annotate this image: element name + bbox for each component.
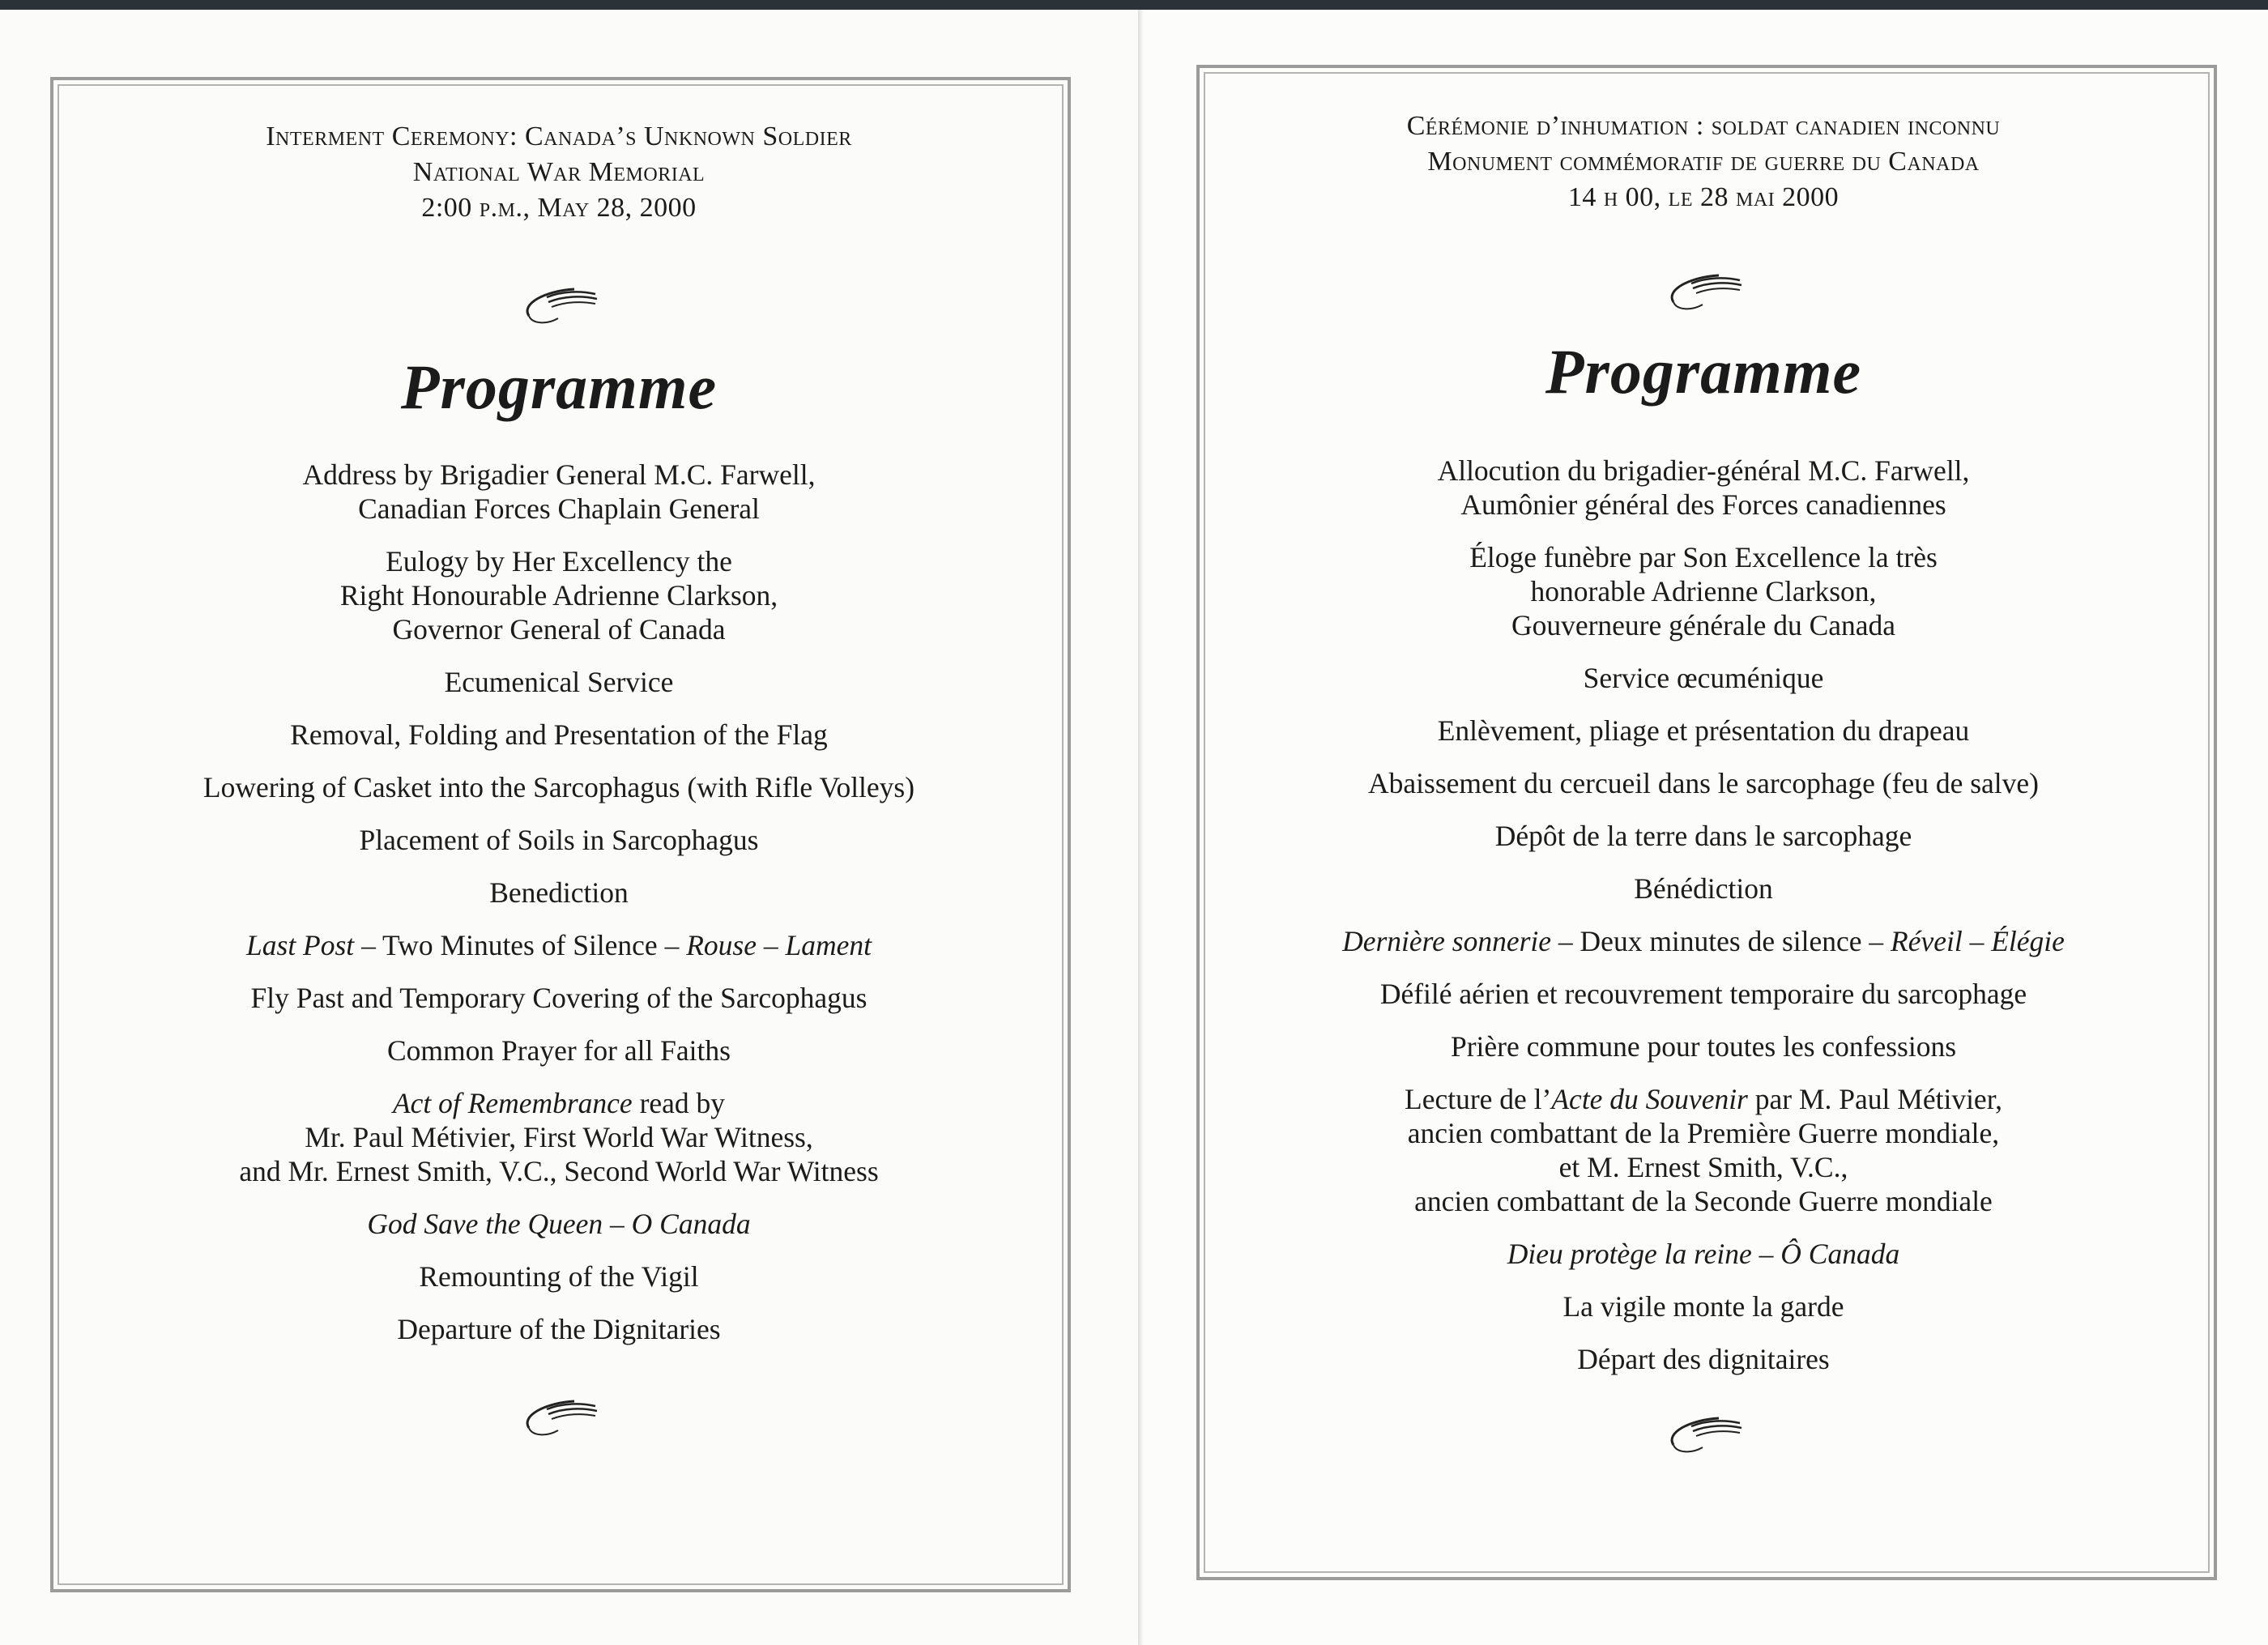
english-header-line: Interment Ceremony: Canada’s Unknown Soldier: [266, 121, 852, 151]
programme-item: [60, 1312, 1058, 1346]
item-text: Bénédiction: [1634, 872, 1773, 905]
programme-item-line: [60, 770, 1058, 804]
programme-item: [1204, 819, 2202, 853]
italic-title-text: Last Post: [246, 929, 355, 961]
french-header-line: 14 h 00, le 28 mai 2000: [1567, 182, 1840, 212]
programme-item: [1204, 1289, 2202, 1323]
item-text: Canadian Forces Chaplain General: [358, 492, 760, 525]
programme-item: [1204, 454, 2202, 522]
english-programme-title: Programme: [400, 352, 718, 422]
item-text: Dépôt de la terre dans le sarcophage: [1494, 820, 1912, 852]
programme-item-line: [60, 981, 1058, 1015]
programme-item: [60, 876, 1058, 910]
programme-item: [60, 1207, 1058, 1241]
item-text: La vigile monte la garde: [1562, 1290, 1844, 1323]
programme-item: [1204, 1342, 2202, 1376]
item-text: Lecture de l’: [1405, 1083, 1552, 1115]
programme-item: [1204, 1082, 2202, 1218]
programme-item: [1204, 661, 2202, 695]
item-text: Abaissement du cercueil dans le sarcophage (feu de salve): [1368, 767, 2039, 799]
programme-item-line: [1204, 1029, 2202, 1063]
item-text: Fly Past and Temporary Covering of the Sarcophagus: [250, 982, 868, 1014]
programme-item-line: [60, 1120, 1058, 1154]
item-text: Allocution du brigadier-général M.C. Farwell,: [1437, 454, 1970, 487]
english-header-line: National War Memorial: [412, 157, 706, 187]
programme-item: [1204, 766, 2202, 800]
flourish-ornament-icon: [1659, 266, 1748, 322]
programme-item: [1204, 977, 2202, 1011]
item-text: Ecumenical Service: [444, 666, 674, 698]
item-text: Governor General of Canada: [392, 613, 726, 646]
programme-item-line: [60, 1154, 1058, 1188]
programme-item-line: [1204, 766, 2202, 800]
italic-title-text: Rouse – Lament: [686, 929, 872, 961]
programme-item-line: [1204, 977, 2202, 1011]
programme-item: [60, 770, 1058, 804]
programme-item: [1204, 1237, 2202, 1271]
flourish-ornament-icon: [514, 279, 603, 336]
programme-item: [60, 823, 1058, 857]
french-header: [1204, 109, 2202, 215]
item-text: ancien combattant de la Première Guerre mondiale,: [1407, 1117, 2000, 1149]
item-text: Départ des dignitaires: [1577, 1343, 1830, 1375]
programme-item-line: [60, 876, 1058, 910]
programme-item-line: [60, 458, 1058, 492]
programme-item-line: [60, 1259, 1058, 1293]
item-text: et M. Ernest Smith, V.C.,: [1558, 1151, 1848, 1183]
programme-item: [60, 928, 1058, 962]
programme-item-line: [60, 928, 1058, 962]
item-text: Lowering of Casket into the Sarcophagus (with Rifle Volleys): [202, 771, 915, 803]
programme-item: [60, 458, 1058, 526]
programme-item: [60, 718, 1058, 752]
programme-item-line: [60, 1207, 1058, 1241]
programme-item: [60, 665, 1058, 699]
programme-item-line: [1204, 454, 2202, 488]
programme-item-line: [1204, 924, 2202, 958]
item-text: – Two Minutes of Silence –: [354, 929, 687, 961]
item-text: honorable Adrienne Clarkson,: [1530, 575, 1877, 607]
programme-item-line: [1204, 661, 2202, 695]
italic-title-text: Act of Remembrance: [392, 1087, 633, 1119]
programme-item: [1204, 1029, 2202, 1063]
programme-item-line: [60, 823, 1058, 857]
french-programme: [1204, 109, 2202, 1465]
programme-item-line: [1204, 714, 2202, 748]
programme-item-line: [60, 665, 1058, 699]
english-header: [60, 119, 1058, 226]
programme-item: [1204, 924, 2202, 958]
programme-item-line: [1204, 872, 2202, 906]
programme-item-line: [1204, 819, 2202, 853]
item-text: Défilé aérien et recouvrement temporaire du sarcophage: [1379, 978, 2027, 1010]
item-text: Departure of the Dignitaries: [397, 1313, 721, 1345]
italic-title-text: Dieu protège la reine – Ô Canada: [1507, 1238, 1900, 1270]
item-text: Right Honourable Adrienne Clarkson,: [339, 579, 778, 612]
item-text: Benediction: [489, 876, 629, 909]
programme-item-line: [1204, 1116, 2202, 1150]
programme-item: [1204, 540, 2202, 642]
item-text: – Deux minutes de silence –: [1551, 925, 1891, 957]
programme-item-line: [1204, 1342, 2202, 1376]
programme-item-line: [1204, 488, 2202, 522]
programme-item-line: [1204, 1150, 2202, 1184]
programme-item: [60, 981, 1058, 1015]
french-header-line: Cérémonie d’inhumation : soldat canadien inconnu: [1406, 111, 2001, 141]
item-text: Eulogy by Her Excellency the: [386, 545, 732, 577]
programme-item-line: [1204, 1184, 2202, 1218]
programme-item-line: [1204, 574, 2202, 608]
english-programme: [60, 119, 1058, 1448]
programme-item-line: [60, 492, 1058, 526]
italic-title-text: God Save the Queen – O Canada: [367, 1208, 751, 1240]
programme-item: [60, 544, 1058, 646]
item-text: Prière commune pour toutes les confessions: [1450, 1030, 1957, 1063]
programme-item-line: [60, 544, 1058, 578]
item-text: Gouverneure générale du Canada: [1511, 609, 1896, 641]
programme-item: [60, 1259, 1058, 1293]
item-text: Placement of Soils in Sarcophagus: [359, 824, 759, 856]
scanner-top-edge: [0, 0, 2268, 10]
programme-item-line: [60, 612, 1058, 646]
french-programme-title: Programme: [1545, 336, 1862, 407]
programme-item: [1204, 872, 2202, 906]
item-text: read by: [632, 1087, 726, 1119]
programme-item-line: [60, 1086, 1058, 1120]
programme-item-line: [60, 1312, 1058, 1346]
item-text: Remounting of the Vigil: [419, 1260, 699, 1293]
flourish-ornament-icon: [514, 1391, 603, 1448]
item-text: Éloge funèbre par Son Excellence la très: [1469, 541, 1938, 573]
programme-item-line: [1204, 608, 2202, 642]
programme-item-line: [1204, 540, 2202, 574]
item-text: Mr. Paul Métivier, First World War Witness,: [305, 1121, 813, 1153]
english-programme-items: [60, 458, 1058, 1346]
programme-item-line: [60, 1033, 1058, 1068]
italic-title-text: Acte du Souvenir: [1551, 1083, 1748, 1115]
item-text: and Mr. Ernest Smith, V.C., Second World War Witness: [239, 1155, 879, 1187]
item-text: Aumônier général des Forces canadiennes: [1460, 488, 1946, 521]
italic-title-text: Réveil – Élégie: [1891, 925, 2065, 957]
item-text: Enlèvement, pliage et présentation du drapeau: [1437, 714, 1970, 747]
programme-item-line: [60, 578, 1058, 612]
programme-item-line: [1204, 1289, 2202, 1323]
item-text: Address by Brigadier General M.C. Farwell,: [302, 458, 816, 491]
programme-item: [60, 1086, 1058, 1188]
programme-item: [60, 1033, 1058, 1068]
item-text: Service œcuménique: [1583, 662, 1824, 694]
english-header-line: 2:00 p.m., May 28, 2000: [421, 193, 697, 223]
flourish-ornament-icon: [1659, 1408, 1748, 1465]
french-programme-items: [1204, 454, 2202, 1376]
italic-title-text: Dernière sonnerie: [1342, 925, 1552, 957]
programme-item-line: [60, 718, 1058, 752]
programme-item-line: [1204, 1237, 2202, 1271]
item-text: Common Prayer for all Faiths: [387, 1034, 731, 1067]
programme-item: [1204, 714, 2202, 748]
item-text: Removal, Folding and Presentation of the Flag: [290, 718, 828, 751]
programme-item-line: [1204, 1082, 2202, 1116]
item-text: par M. Paul Métivier,: [1747, 1083, 2002, 1115]
french-header-line: Monument commémoratif de guerre du Canada: [1427, 147, 1980, 177]
item-text: ancien combattant de la Seconde Guerre mondiale: [1414, 1185, 1993, 1217]
